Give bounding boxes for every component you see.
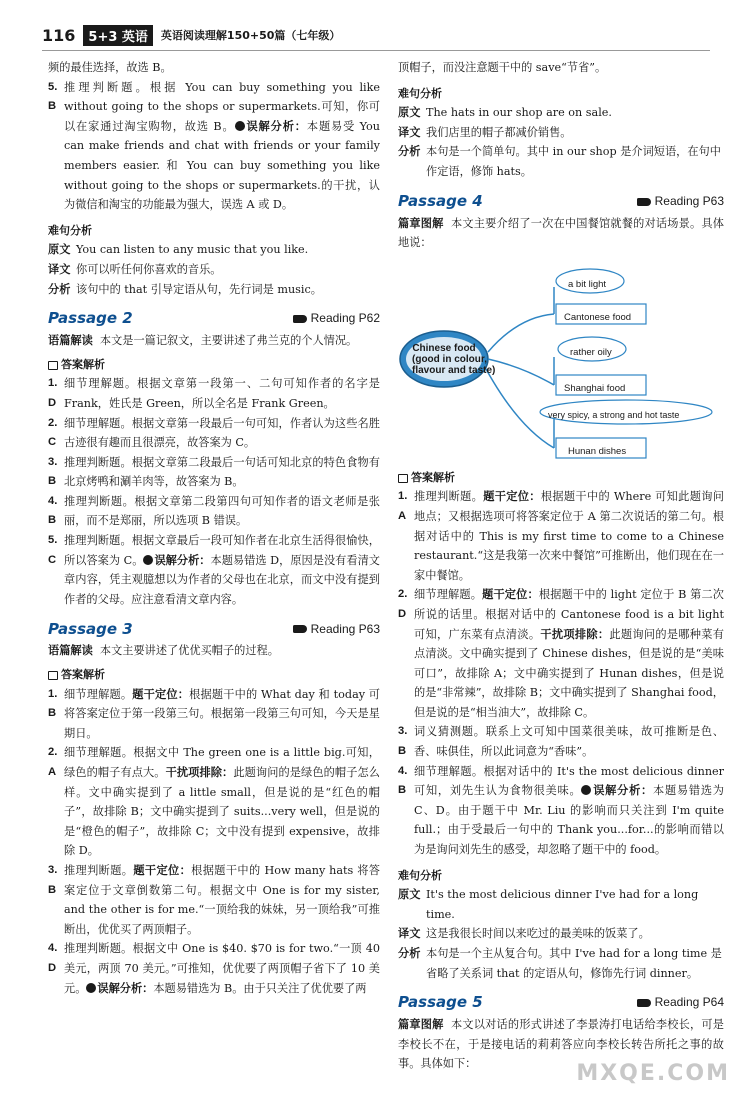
- answer-item: 3. B 词义猜测题。联系上文可知中国菜很美味，故可推断是色、香、味俱佳，所以此词意为“香味”。: [398, 725, 724, 759]
- brand-logo: 5+3 英语: [83, 25, 153, 46]
- answer-item: 4. B 推理判断题。根据文章第二段第四句可知作者的语文老师是张丽，而不是郑丽，所以选项 B 错误。: [48, 494, 380, 528]
- food-label: Cantonese food: [564, 311, 632, 323]
- answer-item: 4. D 推理判断题。根据文中 One is $40. $70 is for two.“一顶 40 美元，两顶 70 美元。”可推知，优优要了两顶帽子省下了 10 美元。 误解分析：本题易错选为 B。由于只关注了优优要了两: [48, 942, 380, 995]
- passage-header: [48, 617, 380, 641]
- sentence-row: 分析 该句中的 that 引导定语从句，先行词是 music。: [48, 282, 322, 296]
- sentence-row: 原文 The hats in our shop are on sale.: [398, 106, 612, 120]
- section-label: 难句分析: [398, 86, 442, 100]
- note-label: very spicy, a strong and hot taste: [548, 409, 680, 420]
- pointing-hand-icon: [637, 198, 651, 206]
- reading-ref: Reading P64: [637, 993, 724, 1013]
- reading-ref: Reading P63: [293, 620, 380, 640]
- answer-item: 4. B 细节理解题。根据对话中的 It's the most delicious dinner 可知，刘先生认为食物很美味。 误解分析：本题易错选为 C、D。由于题干中 Mr. Liu 的影响而只关注到 I'm quite full.；由于受最后一句中的 Thank you...for...的影响而错以为是询问刘先生的感受，却忽略了题干中的 food。: [398, 764, 724, 857]
- passage-intro: 语篇解读 本文主要讲述了优优买帽子的过程。: [48, 644, 279, 658]
- passage-title: Passage 3: [48, 619, 133, 638]
- warning-icon: [581, 785, 591, 795]
- passage-header: [48, 307, 380, 331]
- page-header: [42, 22, 710, 48]
- page-number: 116: [42, 25, 76, 45]
- answer-item: 2. C 细节理解题。根据文章第一段最后一句可知，作者认为这些名胜古迹很有趣而且很漂亮，故答案为 C。: [48, 416, 380, 450]
- answer-section-label: 答案解析: [48, 665, 380, 685]
- lock-icon: [48, 361, 58, 370]
- answer-item: 1. D 细节理解题。根据文章第一段第一、二句可知作者的名字是 Frank，姓氏是 Green，所以全名是 Frank Green。: [48, 377, 380, 410]
- note-label: a bit light: [568, 278, 607, 290]
- answer-item: 1. A 推理判断题。题干定位：根据题干中的 Where 可知此题询问地点；又根据选项可将答案定位于 A 第二次说话的第二句。根据对话中的 This is my first time to come to a Chinese restaurant.“这是我第一次来中餐馆”可推断出，他们现在在一家中餐馆。: [398, 490, 724, 582]
- section-label: 难句分析: [48, 223, 92, 237]
- lock-icon: [398, 474, 408, 483]
- pointing-hand-icon: [293, 315, 307, 323]
- passage-intro: 篇章图解 本文主要介绍了一次在中国餐馆就餐的对话场景。具体地说：: [398, 216, 724, 250]
- answer-item: 2. D 细节理解题。题干定位：根据题干中的 light 定位于 B 第二次所说的话里。根据对话中的 Cantonese food is a bit light 可知，广东菜有点清淡。干扰项排除：此题询问的是哪种菜有点清淡。文中确实提到了 Chinese dishes，但是说的是“美味可口”，故排除 A；文中确实提到了 Hunan dishes，但是说的是“非常辣”，故排除 B；文中确实提到了 Shanghai food，但是说的是“相当油大”，故排除 C。: [398, 588, 724, 719]
- continued-text: 频的最佳选择，故选 B。: [48, 61, 172, 74]
- warning-icon: [235, 121, 245, 131]
- pointing-hand-icon: [637, 999, 651, 1007]
- lock-icon: [48, 671, 58, 680]
- watermark: MXQE.COM: [576, 1061, 730, 1086]
- header-divider: [42, 50, 710, 51]
- continued-text: 顶帽子，而没注意题干中的 save“节省”。: [398, 61, 607, 74]
- left-column: [48, 58, 380, 998]
- answer-item: 1. B 细节理解题。题干定位：根据题干中的 What day 和 today 可将答案定位于第一段第三句。根据第一段第三句可知，今天是星期日。: [48, 687, 380, 740]
- food-label: Shanghai food: [564, 382, 626, 394]
- passage-title: Passage 4: [398, 191, 483, 210]
- sentence-row: 原文 You can listen to any music that you like.: [48, 243, 309, 257]
- passage-intro: 语篇解读 本文是一篇记叙文，主要讲述了弗兰克的个人情况。: [48, 334, 358, 348]
- sentence-row: 分析 本句是一个主从复合句。其中 I've had for a long time 是省略了关系词 that 的定语从句，修饰先行词 dinner。: [398, 947, 722, 980]
- answer-item: 3. B 推理判断题。根据文章第二段最后一句话可知北京的特色食物有北京烤鸭和涮羊肉等，故答案为 B。: [48, 455, 380, 489]
- reading-ref: Reading P63: [637, 192, 724, 212]
- passage-title: Passage 2: [48, 309, 133, 328]
- center-label: Chinese food (good in colour, flavour and taste): [412, 342, 496, 376]
- warning-icon: [86, 983, 96, 993]
- answer-item: [48, 78, 380, 215]
- passage-intro: 篇章图解 本文以对话的形式讲述了李景涛打电话给李校长，可是李校长不在，于是接电话的莉莉答应向李校长转告所托之事的故事。具体如下：: [398, 1018, 724, 1071]
- answer-item: 5. C 推理判断题。根据文章最后一段可知作者在北京生活得很愉快，所以答案为 C。 误解分析：本题易错选 D，原因是没有看清文章内容，凭主观臆想以为作者的父母也在北京，而文中没有提到作者的父母。应注意看清文章内容。: [48, 534, 380, 606]
- food-label: Hunan dishes: [568, 445, 627, 457]
- passage-header: [398, 190, 724, 214]
- answer-number: 5. B: [48, 80, 58, 113]
- answer-item: 2. A 细节理解题。根据文中 The green one is a little big.可知，绿色的帽子有点大。干扰项排除：此题询问的是绿色的帽子怎么样。文中确实提到了 a little small，但是说的是“红色的帽子”，故排除 B；文中确实提到了 suits...very well，但是说的是“橙色的帽子”，故排除 C；文中没有提到 expensive，故排除 D。: [48, 746, 380, 858]
- sentence-row: 译文 这是我很长时间以来吃过的最美味的饭菜了。: [398, 927, 650, 941]
- food-diagram: [398, 257, 724, 462]
- sentence-row: 原文 It's the most delicious dinner I've had for a long time.: [398, 888, 699, 921]
- sentence-row: 分析 本句是一个简单句。其中 in our shop 是介词短语，在句中作定语，修饰 hats。: [398, 145, 721, 178]
- reading-ref: Reading P62: [293, 309, 380, 329]
- note-label: rather oily: [570, 346, 612, 358]
- answer-item: 3. B 推理判断题。题干定位：根据题干中的 How many hats 将答案定位于文章倒数第二句。根据文中 One is for my sister, and the other is for me.“一顶给我的妹妹，另一顶给我”可推断出，优优买了两顶帽子。: [48, 863, 380, 936]
- answer-section-label: 答案解析: [48, 355, 380, 375]
- warning-icon: [143, 555, 153, 565]
- passage-header: [398, 991, 724, 1015]
- sentence-row: 译文 你可以听任何你喜欢的音乐。: [48, 262, 222, 276]
- section-label: 难句分析: [398, 868, 442, 882]
- sentence-row: 译文 我们店里的帽子都减价销售。: [398, 125, 572, 139]
- passage-title: Passage 5: [398, 993, 483, 1012]
- answer-section-label: 答案解析: [398, 468, 724, 488]
- answer-text: 推理判断题。根据 You can buy something you like without going to the shops or supermarkets.可知，你可以在家通过淘宝购物，故选 B。 误解分析：本题易受 You can make friends and chat with friends or your family members easier. 和 You can buy something you like without going to the shops or supermarkets.的干扰，认为微信和淘宝的功能最为强大，误选 A 或 D。: [64, 80, 380, 212]
- right-column: [398, 58, 724, 1074]
- pointing-hand-icon: [293, 625, 307, 633]
- book-title: 英语阅读理解150+50篇（七年级）: [160, 29, 341, 42]
